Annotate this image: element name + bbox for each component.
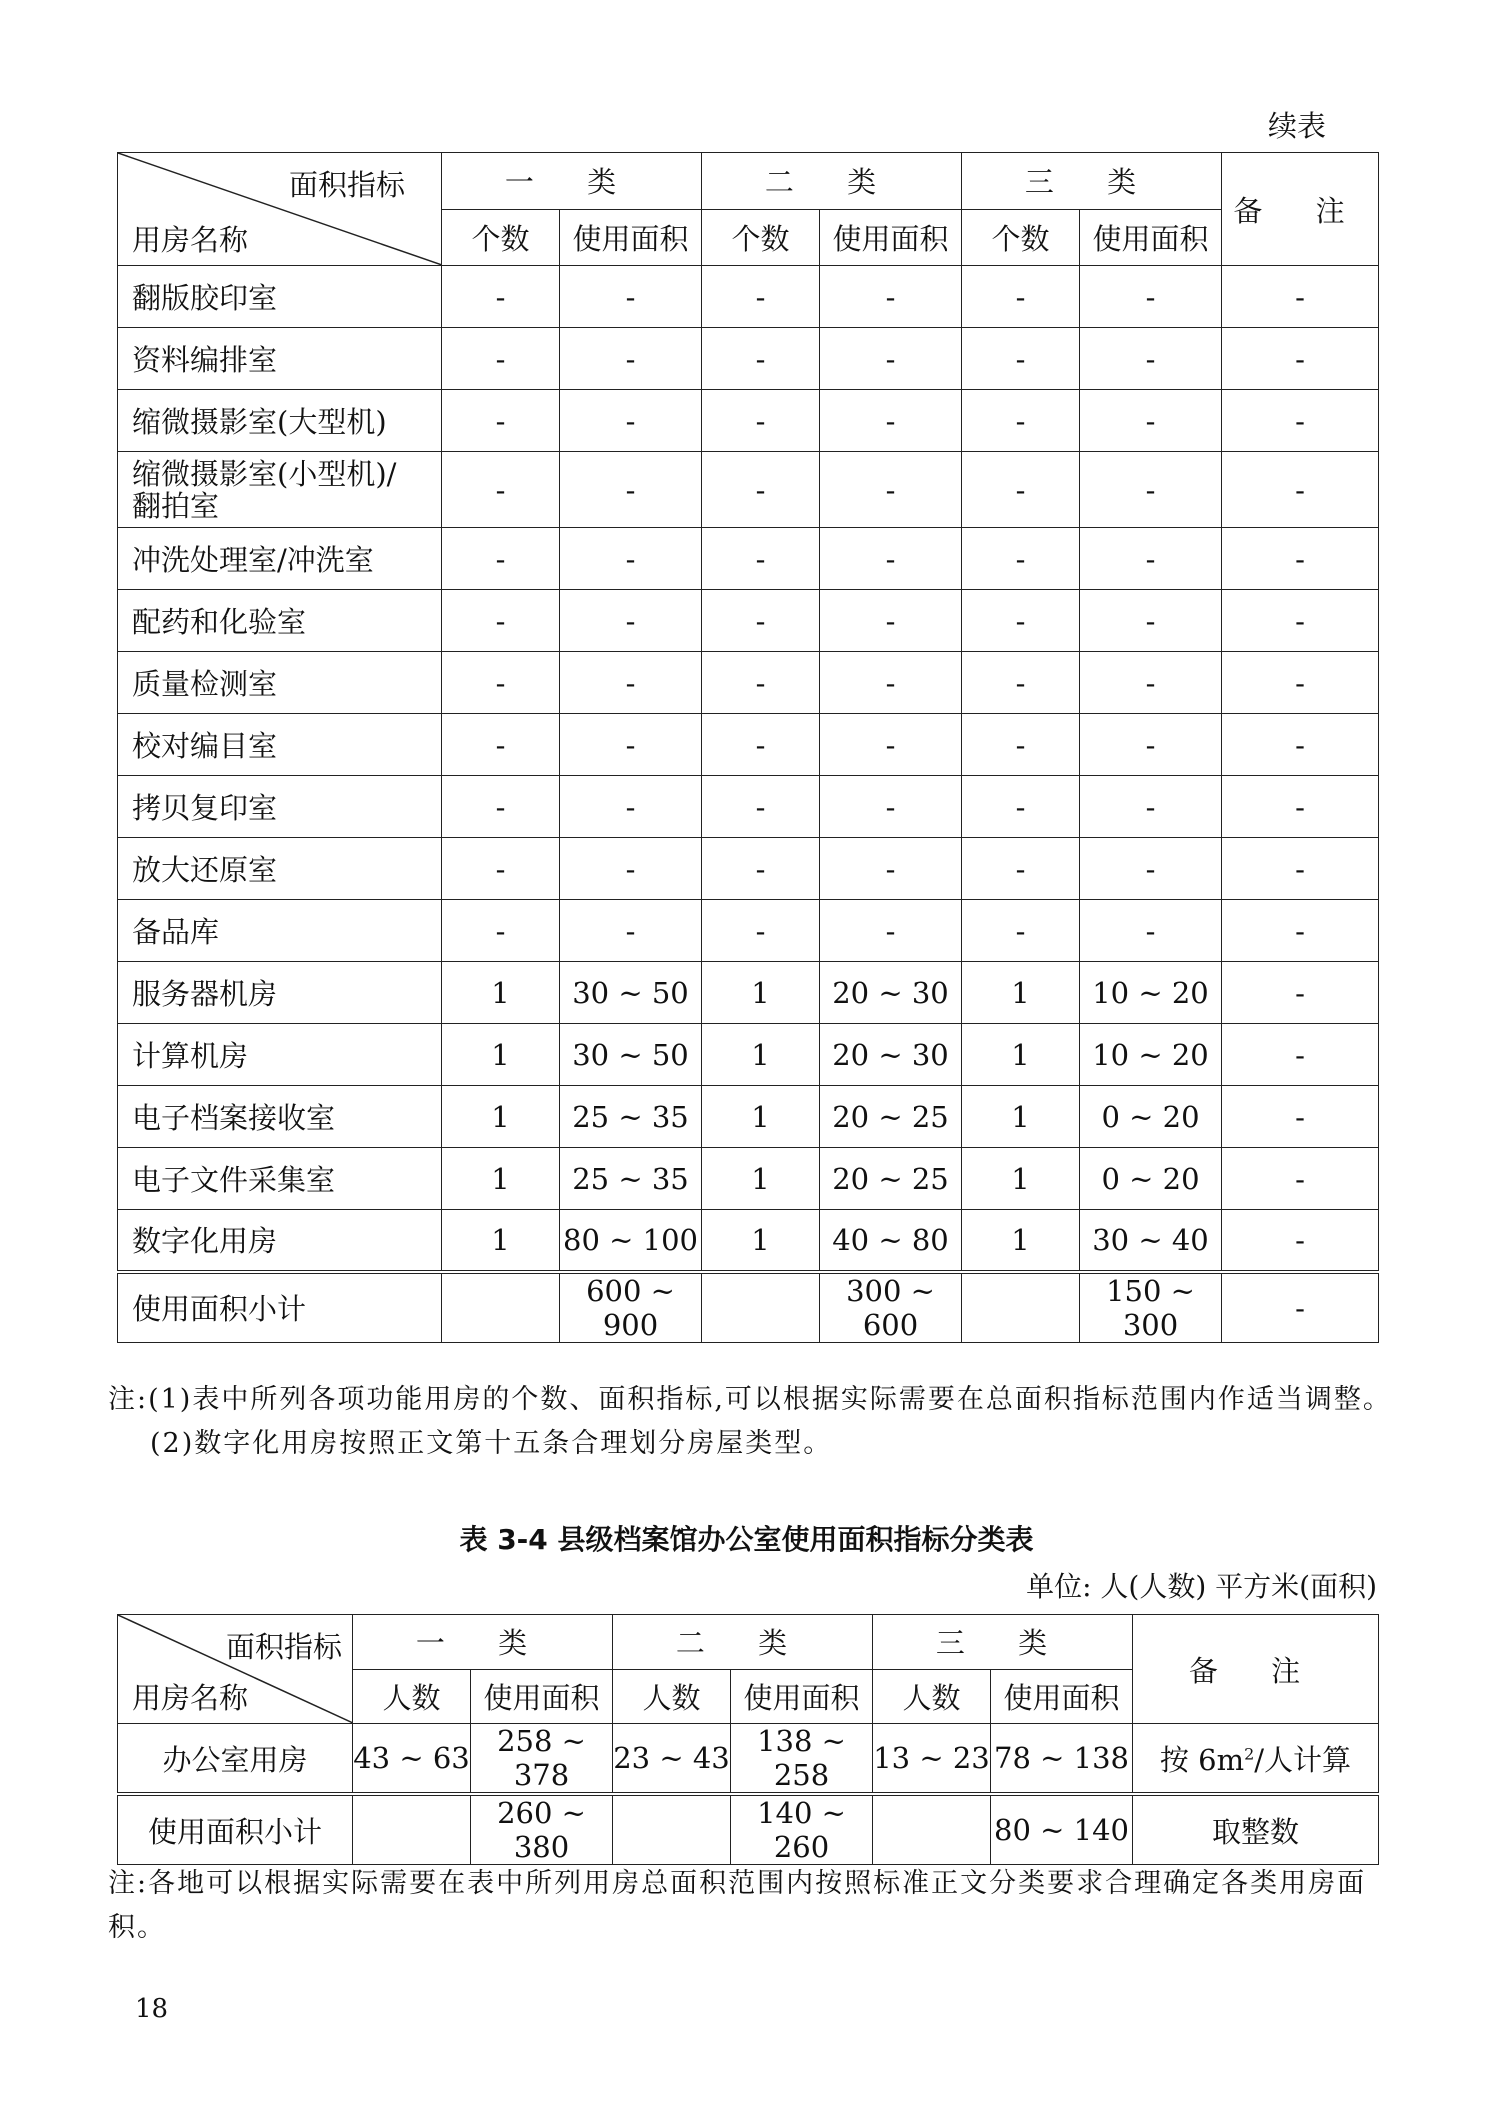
table-cell: -	[560, 528, 702, 590]
table-cell: 13 ~ 23	[873, 1724, 991, 1795]
table-cell: -	[1080, 838, 1222, 900]
room-name: 备品库	[118, 900, 442, 962]
table-cell: -	[560, 714, 702, 776]
table-cell: -	[560, 328, 702, 390]
table-cell: -	[962, 652, 1080, 714]
table-cell: -	[442, 838, 560, 900]
subtotal-cell: 80 ~ 140	[991, 1794, 1133, 1865]
table-cell: -	[702, 328, 820, 390]
sub-header: 人数	[613, 1669, 731, 1724]
table-cell: -	[1080, 714, 1222, 776]
subtotal-cell: -	[1222, 1272, 1379, 1343]
table-cell: -	[962, 590, 1080, 652]
note-1: 注:(1)表中所列各项功能用房的个数、面积指标,可以根据实际需要在总面积指标范围内作适当调整。	[108, 1384, 1392, 1415]
room-area-table	[117, 152, 1379, 1343]
unit-label: 单位: 人(人数) 平方米(面积)	[1026, 1570, 1377, 1603]
table-cell: -	[702, 776, 820, 838]
table-cell: 1	[442, 1024, 560, 1086]
table-cell: -	[702, 590, 820, 652]
room-name: 缩微摄影室(大型机)	[118, 390, 442, 452]
table-cell: -	[820, 590, 962, 652]
table-cell: -	[560, 452, 702, 528]
remark-cell	[1133, 1724, 1379, 1795]
room-name: 翻版胶印室	[118, 266, 442, 328]
table-cell: -	[820, 900, 962, 962]
remark-cell: -	[1222, 528, 1379, 590]
table-cell: -	[820, 776, 962, 838]
table-cell: 1	[442, 1086, 560, 1148]
table-cell: 78 ~ 138	[991, 1724, 1133, 1795]
table-cell: -	[560, 776, 702, 838]
class-header: 三 类	[962, 153, 1222, 210]
table-cell: -	[820, 838, 962, 900]
room-name: 资料编排室	[118, 328, 442, 390]
room-name: 拷贝复印室	[118, 776, 442, 838]
remark-text-suffix: /人计算	[1254, 1742, 1352, 1777]
table-cell: -	[962, 776, 1080, 838]
table-row	[118, 838, 1379, 900]
table-cell: 43 ~ 63	[353, 1724, 471, 1795]
table-cell: -	[820, 266, 962, 328]
remark-header: 备 注	[1133, 1615, 1379, 1724]
table-cell: 20 ~ 25	[820, 1086, 962, 1148]
remark-cell: -	[1222, 266, 1379, 328]
table-cell: 1	[702, 1148, 820, 1210]
table-cell: 40 ~ 80	[820, 1210, 962, 1272]
class-header: 一 类	[442, 153, 702, 210]
room-name-line1: 缩微摄影室(小型机)/	[132, 456, 397, 491]
table-cell: -	[820, 328, 962, 390]
class-header: 一 类	[353, 1615, 613, 1670]
table-cell: -	[442, 266, 560, 328]
room-name	[118, 452, 442, 528]
table-cell: -	[442, 328, 560, 390]
table-row	[118, 1086, 1379, 1148]
sub-header: 个数	[962, 209, 1080, 266]
room-name: 配药和化验室	[118, 590, 442, 652]
table-cell: 20 ~ 25	[820, 1148, 962, 1210]
table-row	[118, 590, 1379, 652]
room-name: 校对编目室	[118, 714, 442, 776]
remark-cell: -	[1222, 962, 1379, 1024]
table-cell: -	[442, 714, 560, 776]
table-cell: 10 ~ 20	[1080, 962, 1222, 1024]
table-row	[118, 1210, 1379, 1272]
continued-label: 续表	[1268, 109, 1327, 143]
remark-cell: -	[1222, 776, 1379, 838]
table-row	[118, 328, 1379, 390]
table-cell: -	[560, 900, 702, 962]
table-cell: -	[1080, 528, 1222, 590]
corner-top-label: 面积指标	[225, 1630, 342, 1664]
table-cell: -	[820, 390, 962, 452]
table-cell: -	[1080, 590, 1222, 652]
table-cell: -	[702, 652, 820, 714]
table-cell: 258 ~ 378	[471, 1724, 613, 1795]
table-cell: 30 ~ 40	[1080, 1210, 1222, 1272]
table-cell: -	[1080, 776, 1222, 838]
subtotal-cell	[353, 1794, 471, 1865]
room-name: 质量检测室	[118, 652, 442, 714]
class-header: 二 类	[613, 1615, 873, 1670]
sub-header: 使用面积	[471, 1669, 613, 1724]
office-area-table	[117, 1614, 1379, 1865]
room-name: 电子档案接收室	[118, 1086, 442, 1148]
table-caption: 表 3-4 县级档案馆办公室使用面积指标分类表	[459, 1523, 1034, 1556]
table-cell: 80 ~ 100	[560, 1210, 702, 1272]
table-cell: -	[560, 838, 702, 900]
table-cell: 1	[702, 1086, 820, 1148]
table-cell: -	[702, 266, 820, 328]
table-cell: 10 ~ 20	[1080, 1024, 1222, 1086]
subtotal-cell	[702, 1272, 820, 1343]
page-number: 18	[135, 1994, 169, 2024]
table-cell: 1	[962, 962, 1080, 1024]
room-name: 冲洗处理室/冲洗室	[118, 528, 442, 590]
remark-cell: -	[1222, 590, 1379, 652]
table-cell: 20 ~ 30	[820, 962, 962, 1024]
subtotal-cell: 140 ~ 260	[731, 1794, 873, 1865]
subtotal-label: 使用面积小计	[118, 1272, 442, 1343]
table-cell: -	[962, 266, 1080, 328]
table-row	[118, 962, 1379, 1024]
table-cell: -	[820, 652, 962, 714]
table-cell: 0 ~ 20	[1080, 1148, 1222, 1210]
sub-header: 使用面积	[731, 1669, 873, 1724]
table-cell: -	[560, 652, 702, 714]
sub-header: 人数	[353, 1669, 471, 1724]
table-cell: -	[702, 390, 820, 452]
table-cell: 1	[702, 1210, 820, 1272]
table-cell: 1	[442, 1148, 560, 1210]
subtotal-cell	[613, 1794, 731, 1865]
table-cell: -	[1080, 328, 1222, 390]
table-row	[118, 714, 1379, 776]
subtotal-cell: 260 ~ 380	[471, 1794, 613, 1865]
table-cell: 1	[702, 1024, 820, 1086]
room-name: 放大还原室	[118, 838, 442, 900]
corner-bottom-label: 用房名称	[132, 1681, 249, 1715]
table-cell: -	[1080, 652, 1222, 714]
table-cell: -	[962, 390, 1080, 452]
table-row	[118, 390, 1379, 452]
table-row	[118, 652, 1379, 714]
subtotal-cell: 150 ~ 300	[1080, 1272, 1222, 1343]
table-row	[118, 528, 1379, 590]
remark-cell: -	[1222, 838, 1379, 900]
table-cell: 25 ~ 35	[560, 1086, 702, 1148]
table-cell: -	[442, 590, 560, 652]
table-cell: -	[1080, 900, 1222, 962]
subtotal-cell: 300 ~ 600	[820, 1272, 962, 1343]
sub-header: 使用面积	[991, 1669, 1133, 1724]
table-cell: -	[442, 900, 560, 962]
remark-cell: -	[1222, 714, 1379, 776]
room-name-line2: 翻拍室	[132, 488, 220, 523]
room-name: 计算机房	[118, 1024, 442, 1086]
table-cell: 23 ~ 43	[613, 1724, 731, 1795]
table-cell: 30 ~ 50	[560, 962, 702, 1024]
table-cell: -	[962, 452, 1080, 528]
table-cell: 138 ~ 258	[731, 1724, 873, 1795]
table-cell: 1	[962, 1148, 1080, 1210]
sub-header: 个数	[702, 209, 820, 266]
table-cell: 20 ~ 30	[820, 1024, 962, 1086]
table-row	[118, 1024, 1379, 1086]
corner-bottom-label: 用房名称	[132, 223, 249, 257]
subtotal-cell	[442, 1272, 560, 1343]
remark-cell: -	[1222, 652, 1379, 714]
table-cell: 25 ~ 35	[560, 1148, 702, 1210]
room-name: 数字化用房	[118, 1210, 442, 1272]
table-cell: 1	[962, 1210, 1080, 1272]
remark-text: 按 6m	[1159, 1742, 1245, 1777]
subtotal-remark: 取整数	[1133, 1794, 1379, 1865]
table-row	[118, 266, 1379, 328]
table-cell: -	[560, 390, 702, 452]
remark-cell: -	[1222, 1086, 1379, 1148]
sub-header: 使用面积	[1080, 209, 1222, 266]
room-name: 电子文件采集室	[118, 1148, 442, 1210]
remark-cell: -	[1222, 328, 1379, 390]
table-cell: 1	[962, 1024, 1080, 1086]
remark-cell: -	[1222, 1210, 1379, 1272]
table-row	[118, 1148, 1379, 1210]
remark-cell: -	[1222, 390, 1379, 452]
room-name: 服务器机房	[118, 962, 442, 1024]
remark-cell: -	[1222, 452, 1379, 528]
sub-header: 使用面积	[820, 209, 962, 266]
table-cell: -	[442, 452, 560, 528]
remark-cell: -	[1222, 1024, 1379, 1086]
table-row	[118, 900, 1379, 962]
subtotal-cell	[873, 1794, 991, 1865]
table-row	[118, 776, 1379, 838]
table-cell: -	[442, 528, 560, 590]
subtotal-cell	[962, 1272, 1080, 1343]
class-header: 二 类	[702, 153, 962, 210]
table-row	[118, 452, 1379, 528]
table-cell: -	[442, 390, 560, 452]
table-cell: -	[820, 714, 962, 776]
table-cell: 30 ~ 50	[560, 1024, 702, 1086]
table-corner-cell	[118, 1615, 353, 1724]
remark-cell: -	[1222, 900, 1379, 962]
note-2: (2)数字化用房按照正文第十五条合理划分房屋类型。	[150, 1428, 833, 1459]
subtotal-cell: 600 ~ 900	[560, 1272, 702, 1343]
remark-cell: -	[1222, 1148, 1379, 1210]
table-cell: 1	[442, 1210, 560, 1272]
table-cell: -	[1080, 390, 1222, 452]
table-cell: -	[560, 590, 702, 652]
table-cell: 1	[442, 962, 560, 1024]
table-cell: -	[702, 714, 820, 776]
subtotal-label: 使用面积小计	[118, 1794, 353, 1865]
table-cell: -	[962, 900, 1080, 962]
row-label: 办公室用房	[118, 1724, 353, 1795]
table-cell: -	[962, 838, 1080, 900]
table-cell: -	[442, 776, 560, 838]
table-cell: -	[560, 266, 702, 328]
table-cell: 0 ~ 20	[1080, 1086, 1222, 1148]
remark-header: 备 注	[1222, 153, 1379, 266]
table-cell: -	[702, 528, 820, 590]
table-cell: -	[1080, 452, 1222, 528]
table-corner-cell	[118, 153, 442, 266]
note-3: 注:各地可以根据实际需要在表中所列用房总面积范围内按照标准正文分类要求合理确定各类用房面积。	[108, 1868, 1367, 1943]
remark-superscript: 2	[1244, 1743, 1255, 1763]
sub-header: 使用面积	[560, 209, 702, 266]
table-cell: -	[962, 528, 1080, 590]
table-cell: -	[820, 528, 962, 590]
table-cell: -	[702, 900, 820, 962]
table-cell: -	[702, 838, 820, 900]
class-header: 三 类	[873, 1615, 1133, 1670]
table-cell: -	[702, 452, 820, 528]
table-cell: -	[962, 714, 1080, 776]
corner-top-label: 面积指标	[288, 168, 405, 202]
sub-header: 人数	[873, 1669, 991, 1724]
table-cell: -	[442, 652, 560, 714]
table-cell: -	[820, 452, 962, 528]
table-cell: -	[1080, 266, 1222, 328]
table-cell: 1	[702, 962, 820, 1024]
table-cell: 1	[962, 1086, 1080, 1148]
table-cell: -	[962, 328, 1080, 390]
sub-header: 个数	[442, 209, 560, 266]
